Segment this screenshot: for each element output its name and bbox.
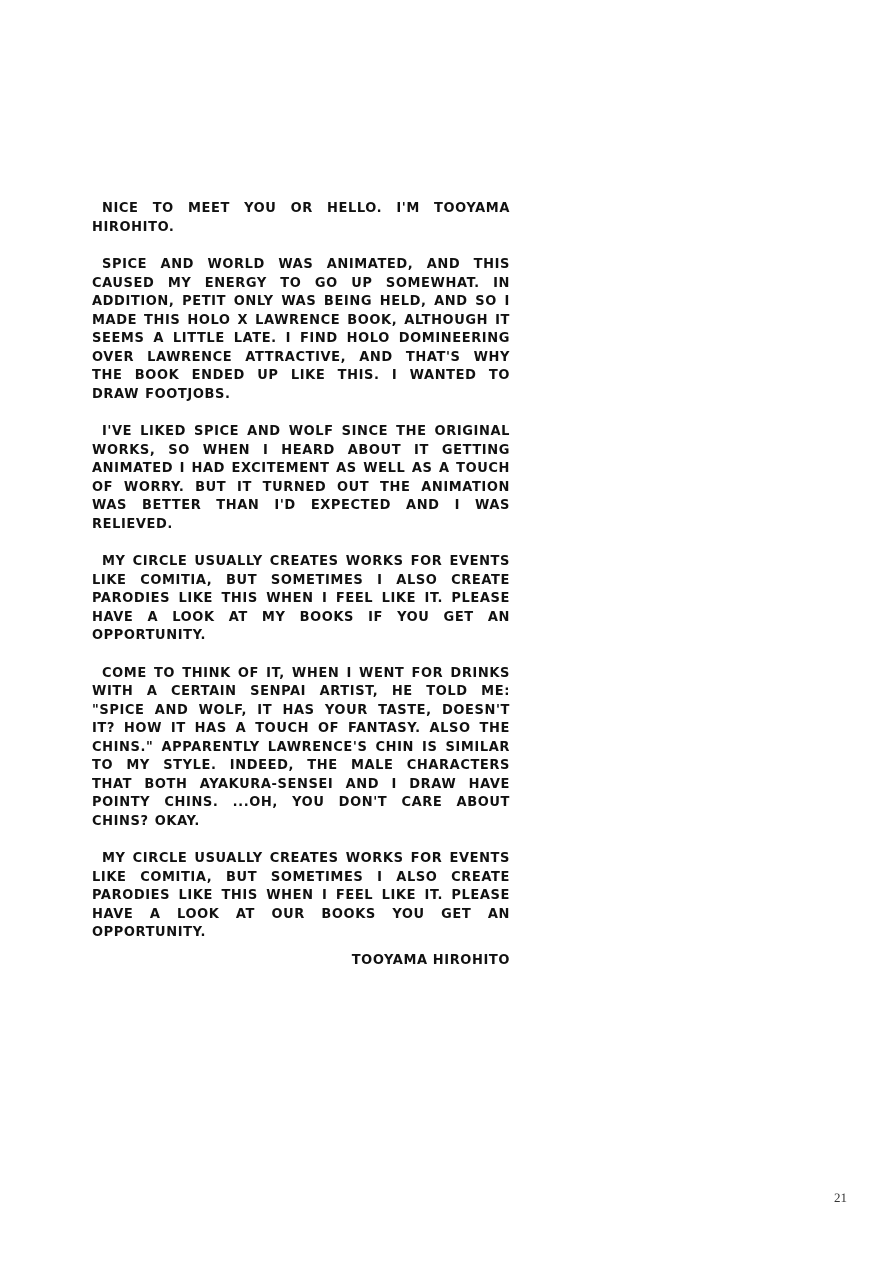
afterword-paragraph-animation: I'VE LIKED SPICE AND WOLF SINCE THE ORIGINAL WORKS, SO WHEN I HEARD ABOUT IT GETTING ANIMATED I HAD EXCITEMENT AS WELL AS A TOUCH OF WORRY. BUT IT TURNED OUT THE ANIMATION WAS BETTER THAN I'D EXPECTED AND I WAS RELIEVED. <box>92 424 510 532</box>
afterword-paragraph-chins: COME TO THINK OF IT, WHEN I WENT FOR DRINKS WITH A CERTAIN SENPAI ARTIST, HE TOLD ME: "SPICE AND WOLF, IT HAS YOUR TASTE, DOESN'T IT? HOW IT HAS A TOUCH OF FANTASY. ALSO THE CHINS." APPARENTLY LAWRENCE'S CHIN IS SIMILAR TO MY STYLE. INDEED, THE MALE CHARACTERS THAT BOTH AYAKURA-SENSEI AND I DRAW HAVE POINTY CHINS. ...OH, YOU DON'T CARE ABOUT CHINS? OKAY. <box>92 665 510 829</box>
afterword-paragraph-greeting: NICE TO MEET YOU OR HELLO. I'M TOOYAMA HIROHITO. <box>92 201 510 235</box>
afterword-paragraph-circle: MY CIRCLE USUALLY CREATES WORKS FOR EVENTS LIKE COMITIA, BUT SOMETIMES I ALSO CREATE PARODIES LIKE THIS WHEN I FEEL LIKE IT. PLEASE HAVE A LOOK AT MY BOOKS IF YOU GET AN OPPORTUNITY. <box>92 554 510 643</box>
afterword-text-block <box>92 200 510 962</box>
author-signature: TOOYAMA HIROHITO <box>351 953 510 968</box>
page-number: 21 <box>834 1190 847 1205</box>
afterword-paragraph-motivation: SPICE AND WORLD WAS ANIMATED, AND THIS CAUSED MY ENERGY TO GO UP SOMEWHAT. IN ADDITION, PETIT ONLY WAS BEING HELD, AND SO I MADE THIS HOLO X LAWRENCE BOOK, ALTHOUGH IT SEEMS A LITTLE LATE. I FIND HOLO DOMINEERING OVER LAWRENCE ATTRACTIVE, AND THAT'S WHY THE BOOK ENDED UP LIKE THIS. I WANTED TO DRAW FOOTJOBS. <box>92 257 510 402</box>
afterword-paragraph-circle-repeat: MY CIRCLE USUALLY CREATES WORKS FOR EVENTS LIKE COMITIA, BUT SOMETIMES I ALSO CREATE PARODIES LIKE THIS WHEN I FEEL LIKE IT. PLEASE HAVE A LOOK AT OUR BOOKS YOU GET AN OPPORTUNITY. <box>92 851 510 940</box>
